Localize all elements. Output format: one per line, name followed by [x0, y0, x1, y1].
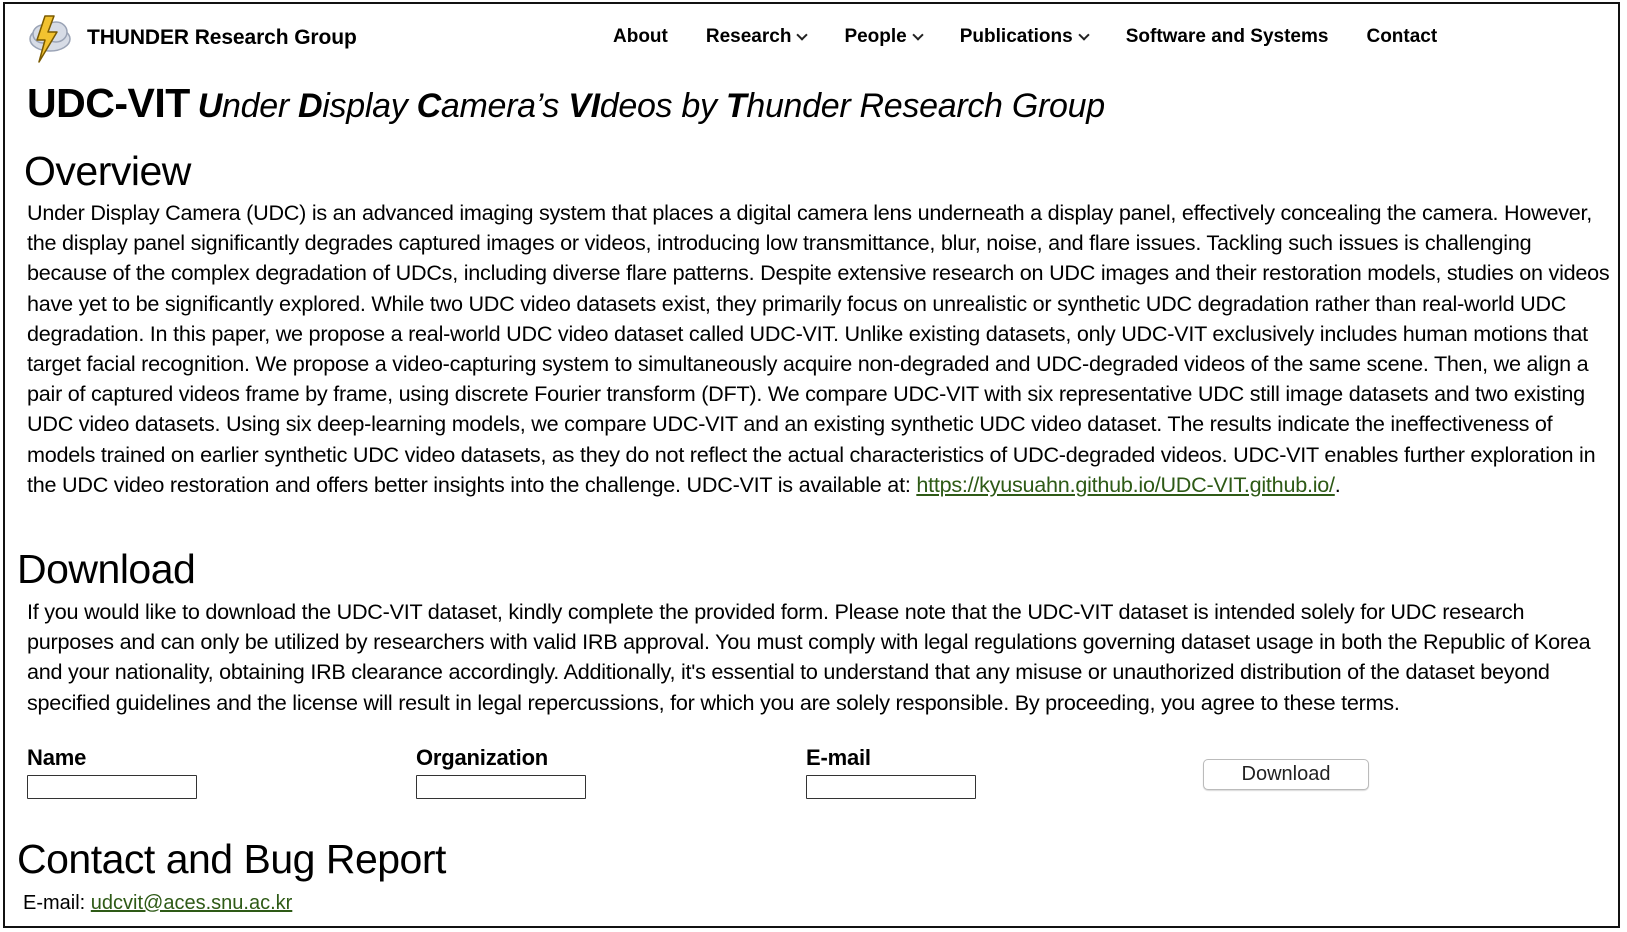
- overview-heading: Overview: [24, 148, 191, 194]
- chevron-down-icon: [797, 29, 808, 40]
- contact-email-label: E-mail:: [23, 892, 91, 914]
- title-letter: D: [298, 87, 323, 125]
- dataset-link[interactable]: https://kyusuahn.github.io/UDC-VIT.github.io/: [916, 471, 1335, 497]
- page-frame: [3, 2, 1620, 928]
- nav-people-label: People: [844, 26, 907, 47]
- nav-publications[interactable]: [960, 26, 1088, 48]
- title-fragment: deos by: [599, 87, 726, 125]
- nav-publications-label: Publications: [959, 26, 1073, 47]
- nav-people[interactable]: [844, 26, 921, 48]
- main-nav: [613, 26, 1437, 48]
- contact-heading: Contact and Bug Report: [17, 836, 446, 882]
- download-button[interactable]: Download: [1203, 759, 1369, 790]
- title-main: UDC-VIT: [27, 80, 190, 126]
- name-label: Name: [27, 745, 87, 770]
- organization-field-group: [416, 745, 586, 799]
- nav-about-label: About: [613, 26, 668, 47]
- title-letter: VI: [568, 87, 600, 125]
- title-fragment: hunder Research Group: [746, 87, 1105, 125]
- organization-label: Organization: [416, 745, 549, 770]
- page-title: [27, 80, 1105, 127]
- download-text: If you would like to download the UDC-VIT dataset, kindly complete the provided form. Please note that the UDC-VIT dataset is intended solely for UDC research purposes and can only be utilized by researchers with valid IRB approval. You must comply with legal regulations governing dataset usage in both the Republic of Korea and your nationality, obtaining IRB clearance accordingly. Additionally, it's essential to understand that any misuse or unauthorized distribution of the dataset beyond specified guidelines and the license will result in legal repercussions, for which you are solely responsible. By proceeding, you agree to these terms.: [27, 599, 1591, 715]
- chevron-down-icon: [1078, 29, 1089, 40]
- email-label: E-mail: [806, 745, 871, 770]
- nav-contact[interactable]: [1366, 26, 1437, 48]
- overview-text: [27, 198, 1615, 500]
- lightning-cloud-icon: [23, 12, 75, 64]
- download-heading: Download: [17, 546, 196, 592]
- organization-input[interactable]: [416, 775, 586, 799]
- chevron-down-icon: [912, 29, 923, 40]
- title-letter: T: [725, 87, 747, 125]
- brand-name: THUNDER Research Group: [87, 26, 357, 49]
- email-input[interactable]: [806, 775, 976, 799]
- nav-software[interactable]: [1126, 26, 1329, 48]
- name-input[interactable]: [27, 775, 197, 799]
- top-navbar: [5, 4, 1618, 72]
- nav-research-label: Research: [705, 26, 792, 47]
- title-fragment: amera’s: [440, 87, 569, 125]
- title-letter: C: [416, 87, 441, 125]
- title-fragment: nder: [222, 87, 299, 125]
- nav-research[interactable]: [706, 26, 807, 48]
- title-fragment: isplay: [322, 87, 417, 125]
- nav-about[interactable]: [613, 26, 668, 48]
- overview-end: .: [1334, 471, 1341, 497]
- nav-contact-label: Contact: [1366, 26, 1438, 47]
- contact-line: [23, 892, 292, 915]
- brand[interactable]: [23, 12, 357, 64]
- download-form: [25, 745, 1425, 815]
- nav-software-label: Software and Systems: [1125, 26, 1329, 47]
- contact-email-link[interactable]: udcvit@aces.snu.ac.kr: [90, 892, 293, 914]
- title-subtitle: [198, 87, 1105, 125]
- email-field-group: [806, 745, 976, 799]
- name-field-group: [27, 745, 197, 799]
- overview-body: Under Display Camera (UDC) is an advanced imaging system that places a digital camera lens underneath a display panel, effectively concealing the camera. However, the display panel significantly degrades captured images or videos, introducing low transmittance, blur, noise, and flare issues. Tackling such issues is challenging because of the complex degradation of UDCs, including diverse flare patterns. Despite extensive research on UDC images and their restoration models, studies on videos have yet to be significantly explored. While two UDC video datasets exist, they primarily focus on unrealistic or synthetic UDC degradation rather than real-world UDC degradation. In this paper, we propose a real-world UDC video dataset called UDC-VIT. Unlike existing datasets, only UDC-VIT exclusively includes human motions that target facial recognition. We propose a video-capturing system to simultaneously acquire non-degraded and UDC-degraded videos of the same scene. Then, we align a pair of captured videos frame by frame, using discrete Fourier transform (DFT). We compare UDC-VIT with six representative UDC still image datasets and two existing UDC video datasets. Using six deep-learning models, we compare UDC-VIT and an existing synthetic UDC video dataset. The results indicate the ineffectiveness of models trained on earlier synthetic UDC video datasets, as they do not reflect the actual characteristics of UDC-degraded videos. UDC-VIT enables further exploration in the UDC video restoration and offers better insights into the challenge. UDC-VIT is available at:: [27, 200, 1610, 497]
- title-letter: U: [197, 87, 223, 125]
